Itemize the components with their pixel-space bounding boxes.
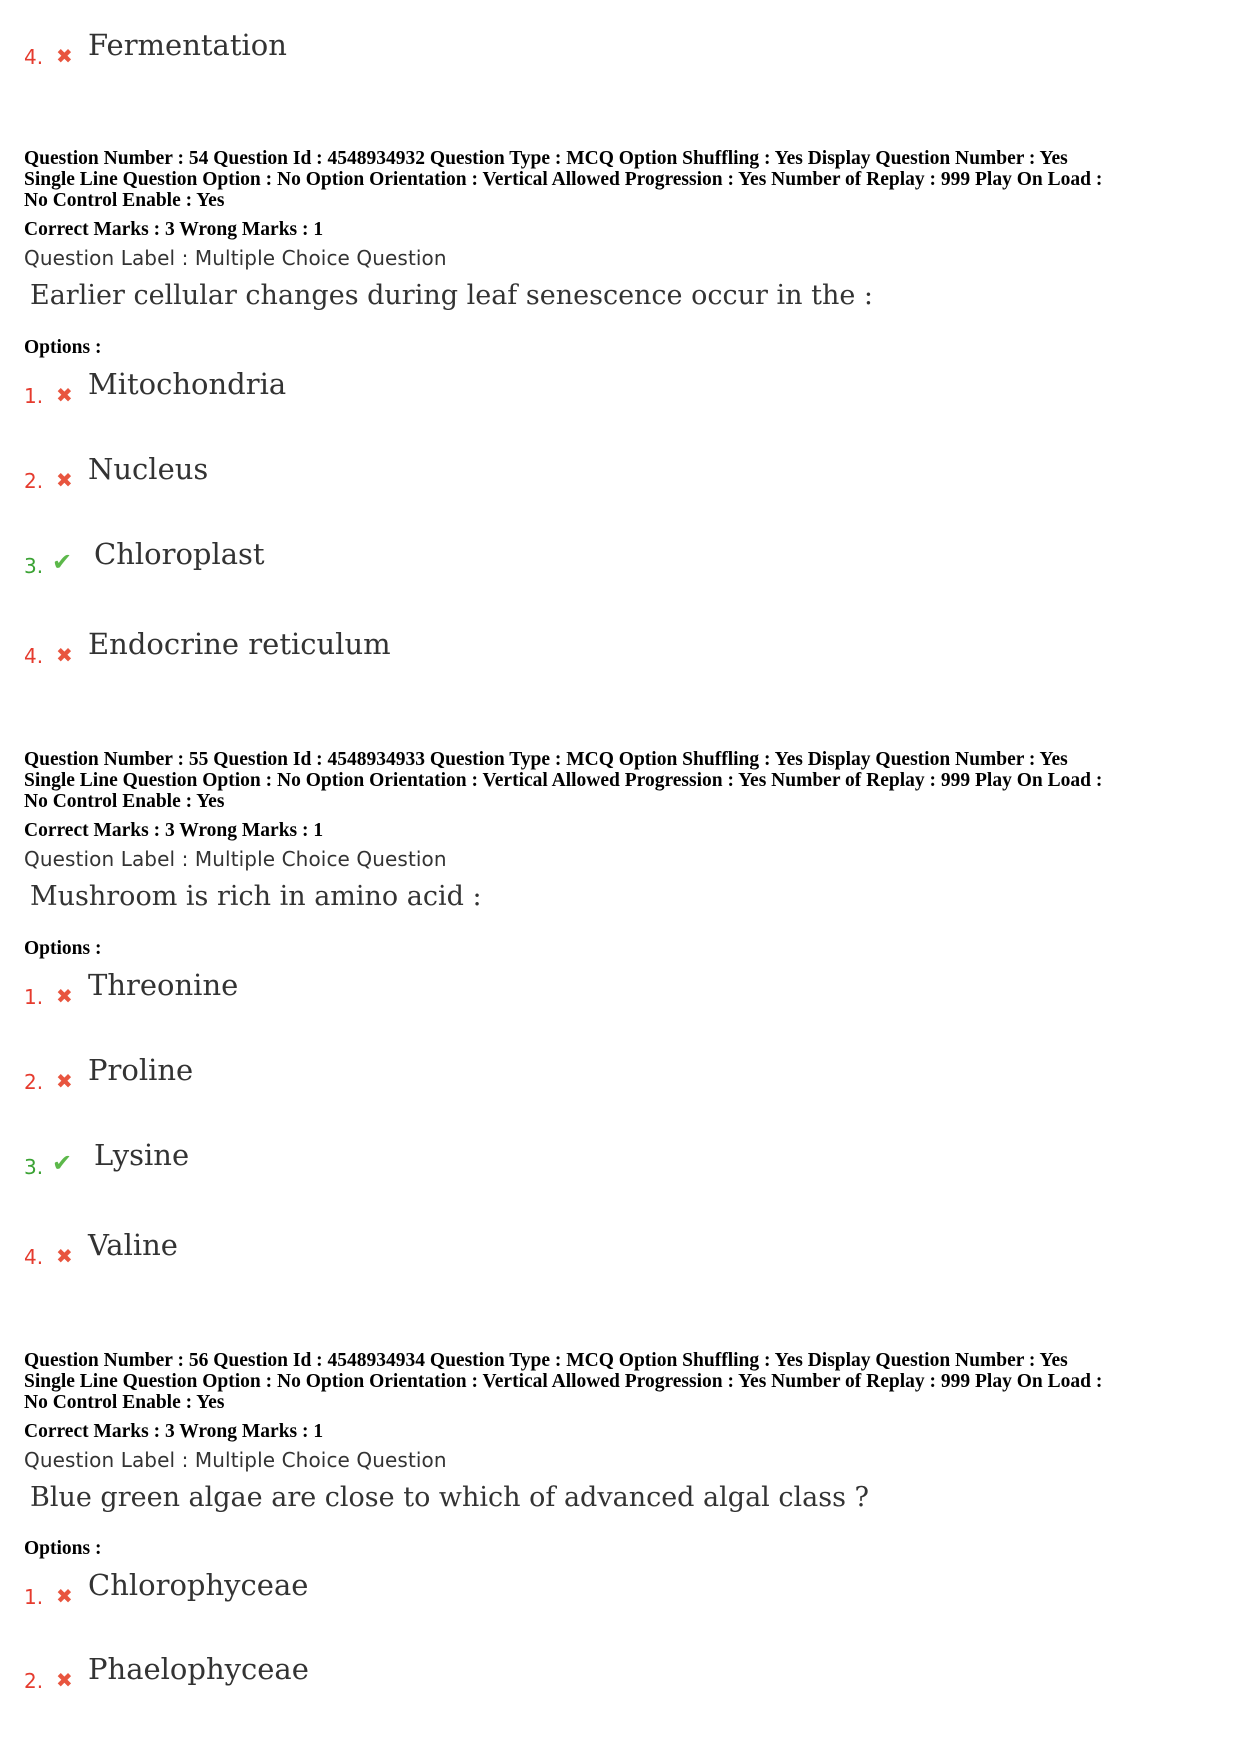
option-item	[24, 367, 1024, 407]
option-item-correct	[24, 537, 1024, 577]
option-item	[24, 1053, 1024, 1093]
question-meta: Single Line Question Option : No Option Orientation : Vertical Allowed Progression : Yes Number of Replay : 999 Play On Load :	[24, 1371, 1103, 1392]
option-text: Fermentation	[88, 28, 287, 62]
question-label: Question Label : Multiple Choice Question	[24, 847, 447, 871]
cross-icon: ✖	[56, 643, 73, 667]
option-number: 2.	[24, 469, 44, 493]
question-label: Question Label : Multiple Choice Question	[24, 246, 447, 270]
question-meta: Question Number : 54 Question Id : 4548934932 Question Type : MCQ Option Shuffling : Yes Display Question Number : Yes	[24, 148, 1068, 169]
question-text: Earlier cellular changes during leaf senescence occur in the :	[30, 280, 873, 311]
option-number: 1.	[24, 384, 44, 408]
question-block	[24, 1350, 1224, 1513]
cross-icon: ✖	[56, 1069, 73, 1093]
question-marks: Correct Marks : 3 Wrong Marks : 1	[24, 820, 324, 841]
option-text: Phaelophyceae	[88, 1652, 309, 1686]
cross-icon: ✖	[56, 984, 73, 1008]
question-meta: Question Number : 56 Question Id : 4548934934 Question Type : MCQ Option Shuffling : Yes Display Question Number : Yes	[24, 1350, 1068, 1371]
cross-icon: ✖	[56, 1244, 73, 1268]
question-block	[24, 749, 1224, 912]
option-text: Valine	[88, 1228, 178, 1262]
option-item	[24, 452, 1024, 492]
option-text: Threonine	[88, 968, 239, 1002]
question-block	[24, 148, 1224, 311]
cross-icon: ✖	[56, 1668, 73, 1692]
question-meta: Single Line Question Option : No Option Orientation : Vertical Allowed Progression : Yes Number of Replay : 999 Play On Load :	[24, 770, 1103, 791]
question-meta: Question Number : 55 Question Id : 4548934933 Question Type : MCQ Option Shuffling : Yes Display Question Number : Yes	[24, 749, 1068, 770]
question-meta: No Control Enable : Yes	[24, 1392, 225, 1413]
question-marks: Correct Marks : 3 Wrong Marks : 1	[24, 219, 324, 240]
option-item	[24, 1652, 1024, 1692]
option-text: Proline	[88, 1053, 194, 1087]
cross-icon: ✖	[56, 44, 73, 68]
option-item-correct	[24, 1138, 1024, 1178]
check-icon: ✔	[52, 1149, 73, 1177]
option-item	[24, 28, 1024, 68]
option-item	[24, 1228, 1024, 1268]
question-label: Question Label : Multiple Choice Question	[24, 1448, 447, 1472]
option-text: Nucleus	[88, 452, 209, 486]
question-text: Mushroom is rich in amino acid :	[30, 881, 482, 912]
option-item	[24, 968, 1024, 1008]
cross-icon: ✖	[56, 383, 73, 407]
option-item	[24, 627, 1024, 667]
options-label: Options :	[24, 1538, 102, 1559]
option-text: Mitochondria	[88, 367, 287, 401]
option-number: 3.	[24, 1155, 44, 1179]
option-number: 4.	[24, 644, 44, 668]
option-number: 4.	[24, 1245, 44, 1269]
question-text: Blue green algae are close to which of advanced algal class ?	[30, 1482, 870, 1513]
option-text: Chlorophyceae	[88, 1568, 309, 1602]
option-number: 2.	[24, 1070, 44, 1094]
option-number: 1.	[24, 1585, 44, 1609]
option-number: 1.	[24, 985, 44, 1009]
cross-icon: ✖	[56, 468, 73, 492]
check-icon: ✔	[52, 548, 73, 576]
option-number: 4.	[24, 45, 44, 69]
question-meta: No Control Enable : Yes	[24, 190, 225, 211]
option-text: Endocrine reticulum	[88, 627, 391, 661]
options-label: Options :	[24, 337, 102, 358]
option-text: Lysine	[94, 1138, 190, 1172]
option-number: 3.	[24, 554, 44, 578]
option-text: Chloroplast	[94, 537, 265, 571]
option-number: 2.	[24, 1669, 44, 1693]
question-meta: Single Line Question Option : No Option Orientation : Vertical Allowed Progression : Yes Number of Replay : 999 Play On Load :	[24, 169, 1103, 190]
options-label: Options :	[24, 938, 102, 959]
cross-icon: ✖	[56, 1584, 73, 1608]
question-meta: No Control Enable : Yes	[24, 791, 225, 812]
option-item	[24, 1568, 1024, 1608]
question-marks: Correct Marks : 3 Wrong Marks : 1	[24, 1421, 324, 1442]
